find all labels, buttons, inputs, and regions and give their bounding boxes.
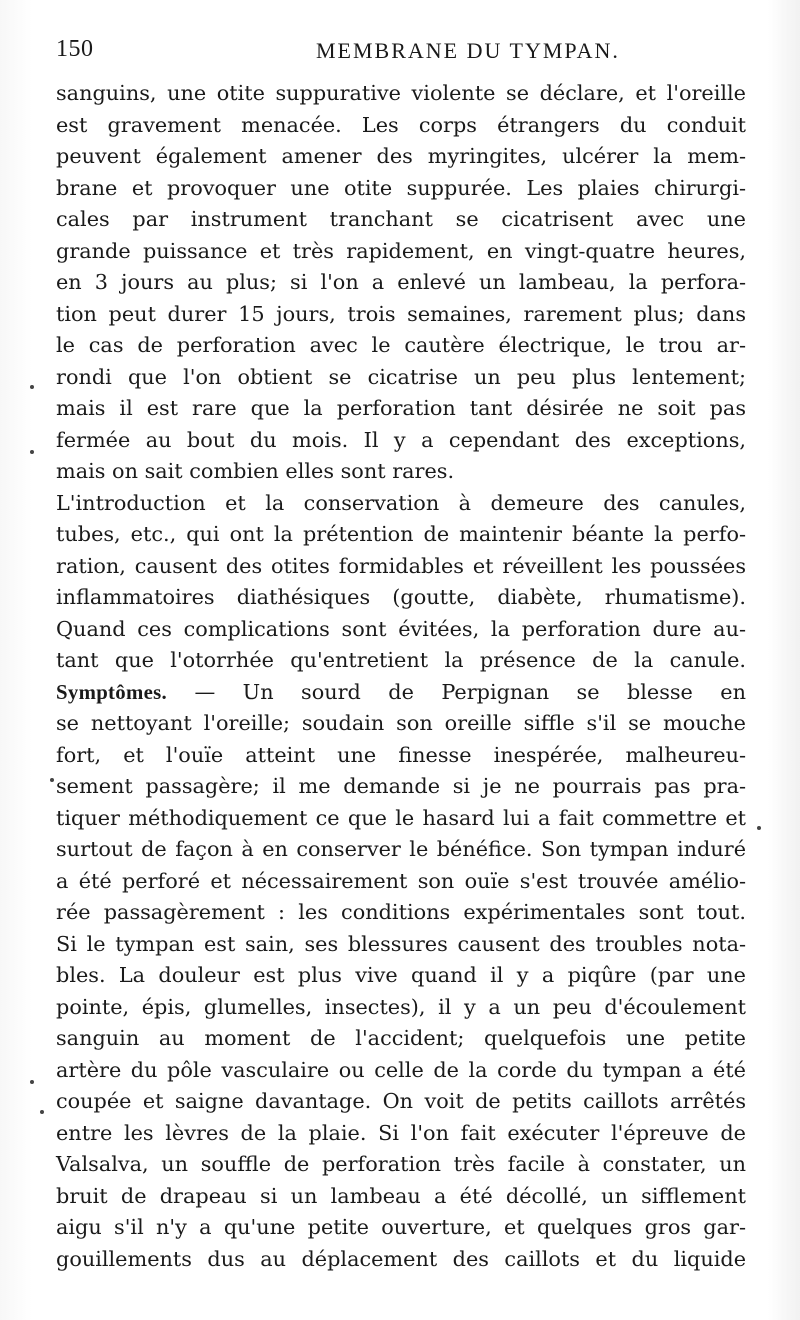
text-line: fort, et l'ouïe atteint une finesse inespérée, malheureu-	[56, 742, 746, 767]
margin-mark	[30, 450, 34, 454]
text-line: tant que l'otorrhée qu'entretient la présence de la canule.	[56, 648, 746, 672]
text-line: rée passagèrement : les conditions expérimentales sont tout.	[56, 900, 746, 924]
page-header	[56, 36, 746, 70]
margin-mark	[50, 778, 54, 782]
page-body	[56, 78, 746, 1275]
text-line: Quand ces complications sont évitées, la perforation dure au-	[56, 616, 746, 641]
text-line: tubes, etc., qui ont la prétention de maintenir béante la perfo-	[56, 522, 746, 546]
margin-mark	[30, 1080, 34, 1084]
text-line: fermée au bout du mois. Il y a cependant des exceptions,	[56, 427, 746, 452]
text-line: coupée et saigne davantage. On voit de petits caillots arrêtés	[56, 1089, 746, 1113]
text-line: cales par instrument tranchant se cicatrisent avec une	[56, 207, 746, 231]
section-title: Symptômes.	[56, 680, 168, 704]
margin-mark	[40, 1110, 44, 1114]
text-line: mais il est rare que la perforation tant désirée ne soit pas	[56, 396, 746, 420]
text-line: aigu s'il n'y a qu'une petite ouverture, et quelques gros gar-	[56, 1215, 746, 1239]
margin-mark	[757, 826, 761, 830]
text-line: surtout de façon à en conserver le bénéfice. Son tympan induré	[56, 837, 746, 861]
text-line: rondi que l'on obtient se cicatrise un peu plus lentement;	[56, 364, 746, 389]
text-line: artère du pôle vasculaire ou celle de la corde du tympan a été	[56, 1057, 746, 1082]
text-line: gouillements dus au déplacement des caillots et du liquide	[56, 1246, 746, 1271]
text-line: Si le tympan est sain, ses blessures causent des troubles nota-	[56, 931, 746, 956]
text-line: sanguins, une otite suppurative violente se déclare, et l'oreille	[56, 81, 746, 105]
page-number: 150	[56, 36, 94, 62]
text-line: bruit de drapeau si un lambeau a été décollé, un sifflement	[56, 1183, 746, 1208]
text-line: grande puissance et très rapidement, en vingt-quatre heures,	[56, 238, 746, 263]
text-line: se nettoyant l'oreille; soudain son oreille siffle s'il se mouche	[56, 711, 746, 735]
text-line: est gravement menacée. Les corps étrangers du conduit	[56, 112, 746, 137]
text-line: le cas de perforation avec le cautère électrique, le trou ar-	[56, 333, 746, 357]
margin-mark	[30, 385, 34, 389]
text-line: pointe, épis, glumelles, insectes), il y a un peu d'écoulement	[56, 994, 746, 1019]
text-line: bles. La douleur est plus vive quand il y a piqûre (par une	[56, 963, 746, 987]
text-line: ration, causent des otites formidables et réveillent les poussées	[56, 553, 746, 578]
section-first-line	[56, 677, 746, 709]
text-line: en 3 jours au plus; si l'on a enlevé un lambeau, la perfora-	[56, 270, 746, 294]
text-line: brane et provoquer une otite suppurée. Les plaies chirurgi-	[56, 175, 746, 200]
paragraph-last-line: mais on sait combien elles sont rares.	[56, 459, 455, 483]
text-line: entre les lèvres de la plaie. Si l'on fait exécuter l'épreuve de	[56, 1120, 746, 1145]
text-line: inflammatoires diathésiques (goutte, diabète, rhumatisme).	[56, 585, 746, 609]
running-title: MEMBRANE DU TYMPAN.	[316, 38, 620, 63]
text-line: tion peut durer 15 jours, trois semaines, rarement plus; dans	[56, 301, 746, 326]
text-line: sement passagère; il me demande si je ne pourrais pas pra-	[56, 774, 746, 798]
section-first-line-text: — Un sourd de Perpignan se blesse en	[167, 679, 746, 704]
text-line: sanguin au moment de l'accident; quelquefois une petite	[56, 1026, 746, 1050]
text-line: Valsalva, un souffle de perforation très facile à constater, un	[56, 1152, 746, 1176]
text-line: peuvent également amener des myringites, ulcérer la mem-	[56, 144, 746, 168]
paragraph-first-line: L'introduction et la conservation à demeure des canules,	[56, 490, 746, 515]
text-line: a été perforé et nécessairement son ouïe s'est trouvée amélio-	[56, 868, 746, 893]
text-line: tiquer méthodiquement ce que le hasard lui a fait commettre et	[56, 805, 746, 830]
